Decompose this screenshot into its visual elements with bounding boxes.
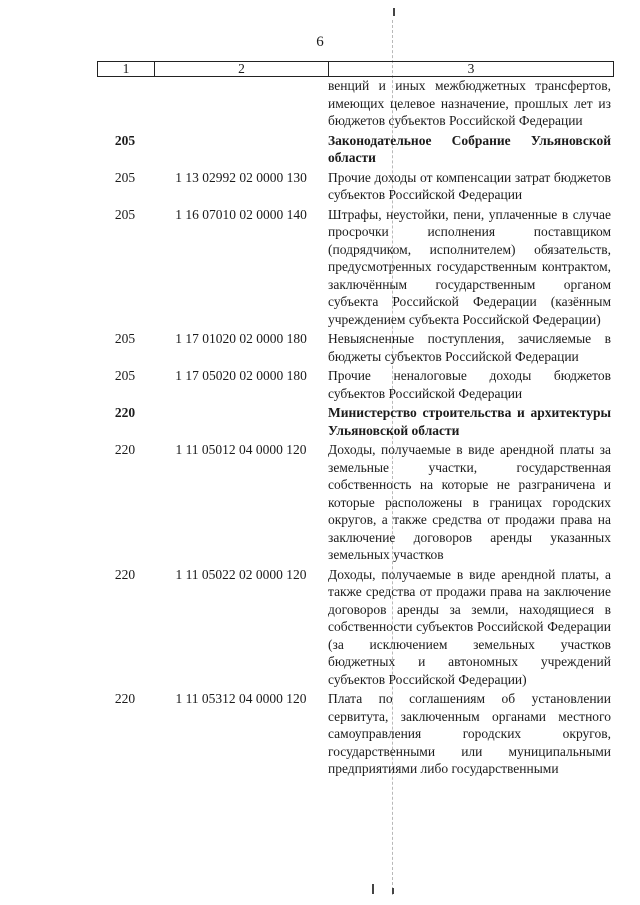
table-row bbox=[97, 690, 617, 778]
scan-mark-bottom-right bbox=[392, 888, 394, 894]
revenue-description: венций и иных межбюджетных трансфертов, имеющих целевое назначение, прошлых лет из бюджетов субъектов Российской Федерации bbox=[328, 78, 611, 128]
table-body bbox=[97, 77, 617, 778]
organization-name: Законодательное Собрание Ульяновской области bbox=[328, 132, 611, 165]
table-row bbox=[97, 441, 617, 564]
admin-code: 205 bbox=[114, 169, 136, 185]
table-row-organization bbox=[97, 132, 617, 167]
revenue-description: Доходы, получаемые в виде арендной платы за земельные участки, государственная собственность на которые не разграничена и которые расположены в границах городских округов, а также средства от продажи права на заключение договоров аренды указанных земельных участков bbox=[328, 442, 611, 562]
table-row bbox=[97, 566, 617, 689]
header-col-1: 1 bbox=[98, 62, 155, 77]
admin-code: 220 bbox=[114, 442, 136, 457]
budget-code: 1 11 05022 02 0000 120 bbox=[175, 566, 307, 582]
budget-code: 1 17 01020 02 0000 180 bbox=[175, 331, 307, 346]
budget-code: 1 11 05012 04 0000 120 bbox=[175, 442, 307, 457]
admin-code: 205 bbox=[114, 206, 136, 222]
table-row bbox=[97, 77, 617, 130]
admin-code: 205 bbox=[114, 132, 136, 148]
budget-code: 1 16 07010 02 0000 140 bbox=[175, 206, 307, 222]
header-col-2: 2 bbox=[155, 62, 329, 77]
revenue-description: Доходы, получаемые в виде арендной платы, а также средства от продажи права на заключение договоров аренды за земли, находящиеся в собственности субъектов Российской Федерации (за исключением земельных участков бюджетных и автономных учреждений субъектов Российской Федерации) bbox=[328, 566, 611, 687]
table-row bbox=[97, 367, 617, 402]
budget-code: 1 13 02992 02 0000 130 bbox=[175, 169, 307, 185]
revenue-description: Штрафы, неустойки, пени, уплаченные в случае просрочки исполнения поставщиком (подрядчиком, исполнителем) обязательств, предусмотренных государственным контрактом, заключённым государственным органом субъекта Российской Федерации (казённым учреждением субъекта Российской Федерации) bbox=[328, 206, 611, 327]
scan-mark-top bbox=[393, 8, 395, 16]
admin-code: 220 bbox=[114, 566, 136, 582]
revenue-description: Прочие неналоговые доходы бюджетов субъектов Российской Федерации bbox=[328, 368, 611, 401]
admin-code: 205 bbox=[114, 368, 136, 383]
budget-code: 1 11 05312 04 0000 120 bbox=[175, 691, 307, 706]
table-row bbox=[97, 206, 617, 329]
table-row bbox=[97, 330, 617, 365]
table-row-organization bbox=[97, 404, 617, 439]
revenue-description: Плата по соглашениям об установлении сервитута, заключенным органами местного самоуправления городских округов, государственными или муниципальными предприятиями либо государственными bbox=[328, 691, 611, 776]
table-header bbox=[97, 61, 614, 77]
revenue-description: Прочие доходы от компенсации затрат бюджетов субъектов Российской Федерации bbox=[328, 169, 611, 202]
admin-code: 205 bbox=[114, 331, 136, 346]
organization-name: Министерство строительства и архитектуры Ульяновской области bbox=[328, 405, 611, 438]
header-col-3: 3 bbox=[329, 62, 614, 77]
admin-code: 220 bbox=[114, 405, 136, 420]
table-row bbox=[97, 169, 617, 204]
scan-mark-bottom-left bbox=[372, 884, 374, 894]
page-number: 6 bbox=[316, 34, 324, 50]
budget-code: 1 17 05020 02 0000 180 bbox=[175, 368, 307, 383]
revenue-description: Невыясненные поступления, зачисляемые в бюджеты субъектов Российской Федерации bbox=[328, 331, 611, 364]
admin-code: 220 bbox=[114, 691, 136, 706]
